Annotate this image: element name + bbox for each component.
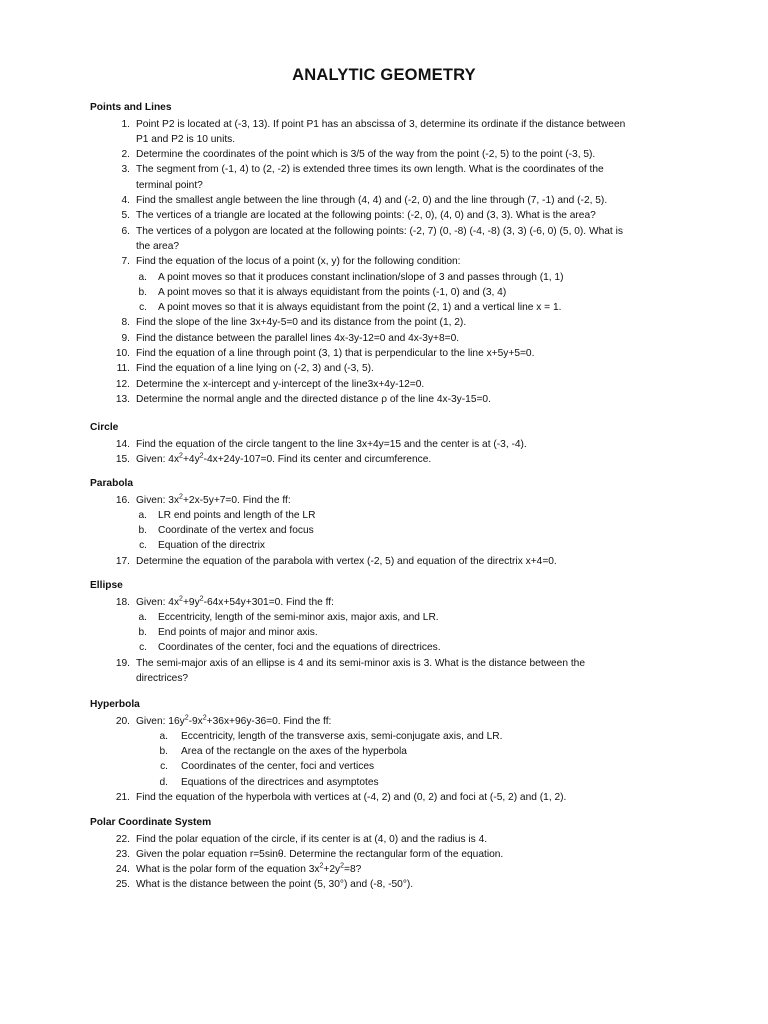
section-heading: Hyperbola — [90, 699, 140, 710]
item-number: 20. — [115, 715, 130, 727]
item-number: 1. — [121, 118, 130, 130]
item-number: 5. — [121, 210, 130, 222]
item-text: Determine the equation of the parabola with vertex (-2, 5) and equation of the directrix x+4=0. — [136, 555, 557, 567]
item-text: Find the smallest angle between the line through (4, 4) and (-2, 0) and the line through (7, -1) and (-2, 5). — [136, 195, 608, 206]
item-text: Given: $16y^2-9x^2+36x+96y-36=0$. Find the ff: — [136, 714, 332, 727]
item-text: Coordinate of the vertex and focus — [158, 525, 314, 537]
item-text: Determine the normal angle and the directed distance ρ of the line 4x-3y-15=0. — [136, 393, 491, 405]
page-title: ANALYTIC GEOMETRY — [292, 66, 476, 84]
item-text: A point moves so that it is always equidistant from the points (-1, 0) and (3, 4) — [158, 286, 507, 298]
item-number: 16. — [115, 494, 130, 506]
item-text: Given: $4x^2+9y^2-64x+54y+301=0$. Find the ff: — [136, 595, 334, 608]
section-heading: Points and Lines — [90, 102, 172, 113]
item-number: d. — [159, 776, 168, 788]
item-number: 18. — [115, 596, 130, 608]
item-text: The semi-major axis of an ellipse is 4 and its semi-minor axis is 3. What is the distance between the — [136, 657, 586, 669]
section-heading: Circle — [90, 422, 119, 433]
item-text: Coordinates of the center, foci and vertices — [181, 761, 375, 773]
item-number: b. — [159, 746, 168, 758]
item-number: 3. — [121, 164, 130, 176]
item-number: 4. — [121, 195, 130, 206]
item-number: 11. — [116, 363, 130, 375]
item-text: Eccentricity, length of the semi-minor axis, major axis, and LR. — [158, 611, 439, 623]
item-number: 19. — [115, 657, 130, 669]
item-text: Find the equation of a line lying on (-2, 3) and (-3, 5). — [136, 363, 374, 375]
item-text: The segment from (-1, 4) to (2, -2) is extended three times its own length. What is the coordinates of the — [136, 164, 604, 176]
item-number: 6. — [121, 225, 130, 237]
item-number: 7. — [121, 256, 130, 268]
item-text: The vertices of a triangle are located at the following points: (-2, 0), (4, 0) and (3, 3). What is the area? — [136, 210, 596, 222]
item-text: Given: $3x^2+2x-5y+7=0$. Find the ff: — [136, 493, 291, 506]
item-number: 8. — [121, 317, 130, 329]
item-text: directrices? — [136, 673, 189, 684]
item-number: 12. — [115, 378, 130, 390]
item-text: Find the distance between the parallel lines 4x-3y-12=0 and 4x-3y+8=0. — [136, 332, 460, 344]
item-text: What is the distance between the point (5, 30°) and (-8, -50°). — [136, 879, 414, 891]
item-number: a. — [138, 611, 147, 623]
item-number: 10. — [115, 348, 130, 359]
item-number: a. — [138, 271, 147, 283]
item-number: c. — [139, 540, 147, 552]
item-number: c. — [139, 302, 147, 314]
section-heading: Polar Coordinate System — [90, 817, 212, 828]
section-heading: Ellipse — [90, 580, 123, 591]
item-text: Eccentricity, length of the transverse axis, semi-conjugate axis, and LR. — [181, 730, 503, 742]
section-heading: Parabola — [90, 478, 134, 489]
item-text: P1 and P2 is 10 units. — [136, 133, 236, 145]
item-number: c. — [139, 642, 147, 654]
item-text: Coordinates of the center, foci and the equations of directrices. — [158, 642, 441, 654]
item-text: the area? — [136, 240, 180, 252]
item-text: Find the polar equation of the circle, if its center is at (4, 0) and the radius is 4. — [136, 833, 488, 845]
item-text: The vertices of a polygon are located at the following points: (-2, 7) (0, -8) (-4, -8) (3, 3) (-6, 0) (5, 0). What is — [136, 225, 623, 237]
item-number: 23. — [115, 848, 130, 860]
item-text: terminal point? — [136, 179, 203, 191]
item-number: 15. — [115, 453, 130, 465]
item-text: Determine the x-intercept and y-intercept of the line3x+4y-12=0. — [136, 378, 425, 390]
item-number: 24. — [115, 864, 130, 876]
item-number: 14. — [115, 438, 130, 450]
item-number: b. — [138, 286, 147, 298]
item-text: Equations of the directrices and asymptotes — [181, 776, 379, 788]
item-text: A point moves so that it is always equidistant from the point (2, 1) and a vertical line x = 1. — [158, 302, 562, 314]
item-text: Find the equation of the hyperbola with vertices at (-4, 2) and (0, 2) and foci at (-5, 2) and (1, 2). — [136, 792, 567, 803]
item-number: b. — [138, 525, 147, 537]
item-number: a. — [138, 509, 147, 521]
item-number: 22. — [115, 833, 130, 845]
item-text: What is the polar form of the equation $3x^2+2y^2=8$? — [136, 862, 362, 876]
item-text: Area of the rectangle on the axes of the hyperbola — [181, 746, 407, 758]
item-text: Determine the coordinates of the point which is 3/5 of the way from the point (-2, 5) to the point (-3, 5). — [136, 149, 596, 161]
item-number: c. — [160, 761, 168, 773]
item-text: Find the equation of the locus of a point (x, y) for the following condition: — [136, 256, 461, 268]
item-number: 13. — [115, 393, 130, 405]
item-text: Equation of the directrix — [158, 540, 266, 552]
item-number: 17. — [115, 555, 130, 567]
item-number: 2. — [121, 149, 130, 161]
item-text: Point P2 is located at (-3, 13). If point P1 has an abscissa of 3, determine its ordinate if the distance between — [136, 118, 626, 130]
item-number: a. — [159, 730, 168, 742]
item-text: LR end points and length of the LR — [158, 509, 316, 521]
item-text: Given: $4x^2+4y^2-4x+24y-107=0$. Find its center and circumference. — [136, 452, 432, 465]
item-text: Given the polar equation r=5sinθ. Determine the rectangular form of the equation. — [136, 848, 504, 860]
item-text: Find the equation of a line through point (3, 1) that is perpendicular to the line x+5y+5=0. — [136, 348, 535, 359]
item-number: b. — [138, 627, 147, 639]
item-number: 9. — [121, 332, 130, 344]
item-text: A point moves so that it produces constant inclination/slope of 3 and passes through (1, 1) — [158, 271, 564, 283]
item-text: Find the slope of the line 3x+4y-5=0 and its distance from the point (1, 2). — [136, 317, 467, 329]
item-text: Find the equation of the circle tangent to the line 3x+4y=15 and the center is at (-3, -4). — [136, 438, 527, 450]
item-text: End points of major and minor axis. — [158, 627, 318, 639]
item-number: 25. — [115, 879, 130, 891]
item-number: 21. — [115, 792, 130, 803]
